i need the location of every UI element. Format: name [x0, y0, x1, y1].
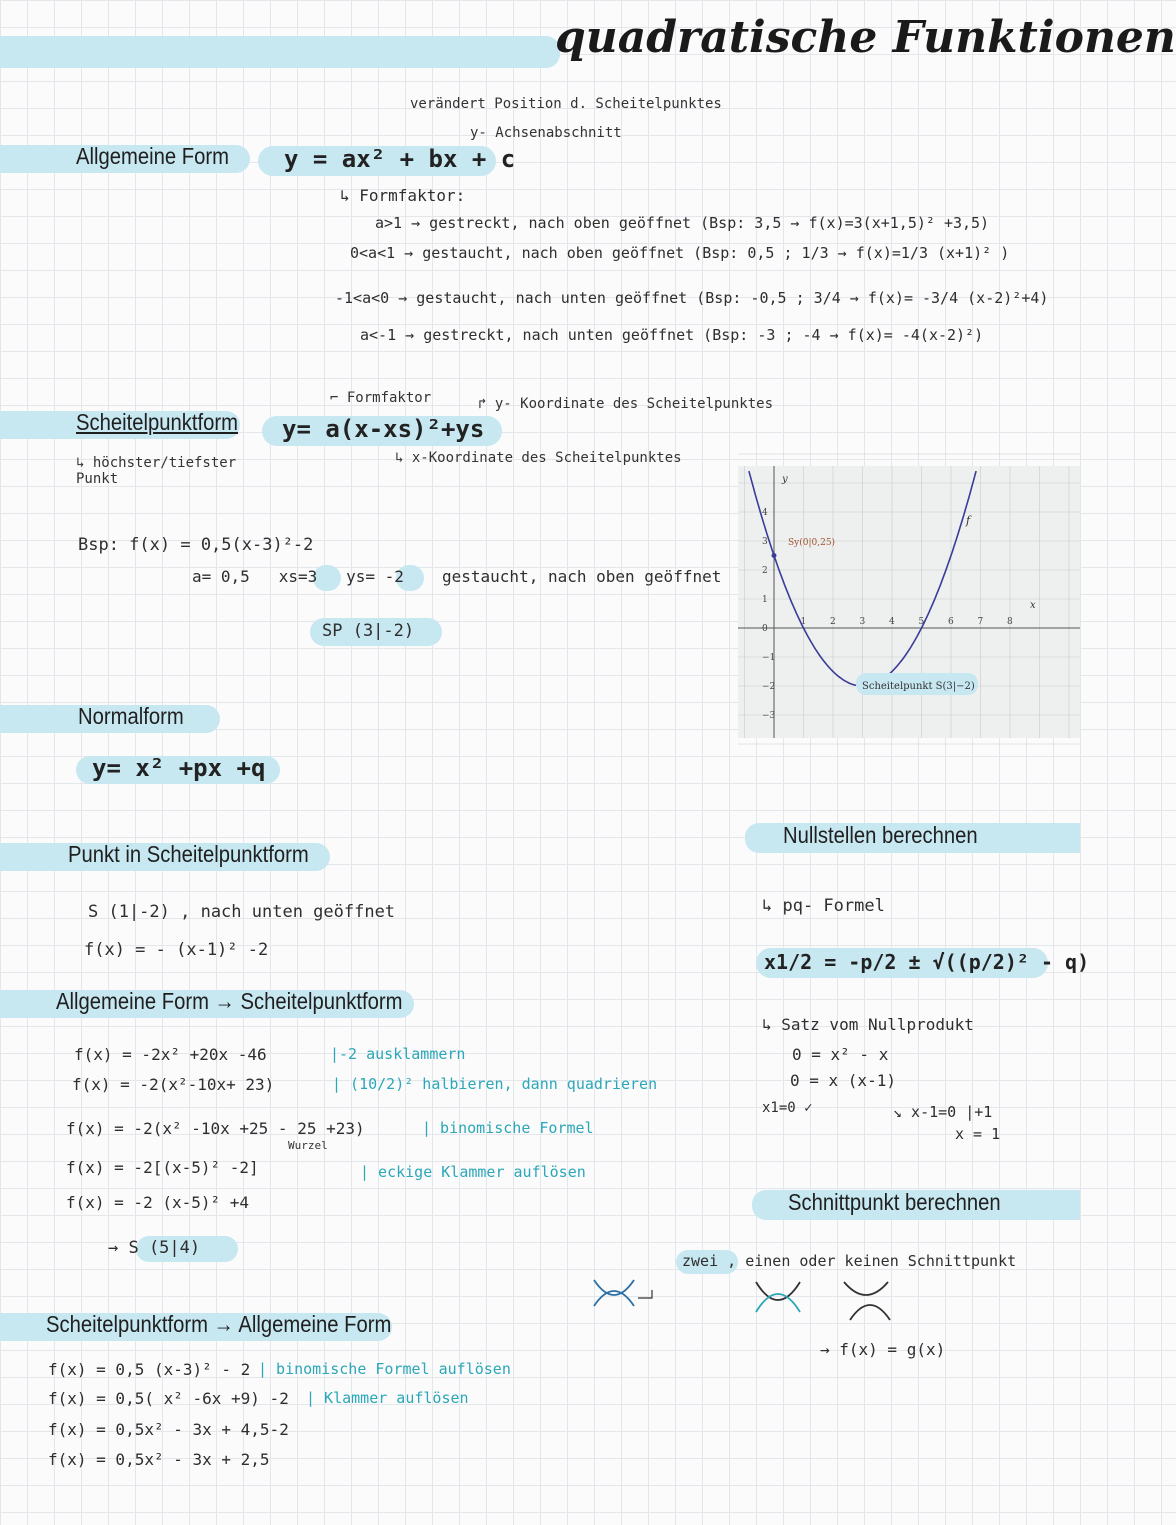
y-tick-label: 0 [762, 624, 768, 634]
y-tick-label: 1 [762, 595, 768, 605]
a2s-line5: f(x) = -2 (x-5)² +4 [66, 1193, 250, 1212]
heading-scheitelpunktform: Scheitelpunktform [76, 409, 239, 435]
heading-a2s: Allgemeine Form → Scheitelpunktform [56, 988, 403, 1014]
y-intercept-point [772, 553, 777, 558]
a2s-line3: f(x) = -2(x² -10x +25 - 25 +23) [66, 1119, 365, 1138]
a2s-note4: | eckige Klammer auflösen [360, 1163, 586, 1181]
vertex-label: Scheitelpunkt S(3|−2) [862, 681, 975, 692]
x-tick-label: 6 [948, 617, 954, 627]
case-3: -1<a<0 → gestaucht, nach unten geöffnet (Bsp: -0,5 ; 3/4 → f(x)= -3/4 (x-2)²+4) [335, 289, 1049, 307]
function-name: f [966, 514, 971, 527]
pq-formula: x1/2 = -p/2 ± √((p/2)² - q) [764, 950, 1090, 974]
x-tick-label: 5 [918, 617, 925, 627]
case-4: a<-1 → gestreckt, nach unten geöffnet (Bsp: -3 ; -4 → f(x)= -4(x-2)²) [360, 326, 984, 344]
heading-nullstellen: Nullstellen berechnen [783, 822, 978, 848]
heading-s2a: Scheitelpunktform → Allgemeine Form [46, 1311, 392, 1337]
x-tick-label: 8 [1007, 617, 1013, 627]
s2a-line1: f(x) = 0,5 (x-3)² - 2 [48, 1360, 251, 1379]
nullstellen-l4: ↘ x-1=0 |+1 [893, 1103, 993, 1121]
a2s-line4: f(x) = -2[(x-5)² -2] [66, 1158, 259, 1177]
scheitel-bsp: Bsp: f(x) = 0,5(x-3)²-2 [78, 535, 314, 555]
nullstellen-l5: x = 1 [955, 1125, 1001, 1143]
heading-punkt: Punkt in Scheitelpunktform [68, 841, 309, 867]
y-axis-name: y [782, 474, 788, 485]
case-1: a>1 → gestreckt, nach oben geöffnet (Bsp: 3,5 → f(x)=3(x+1,5)² +3,5) [375, 214, 990, 232]
s2a-note2: | Klammer auflösen [306, 1389, 469, 1407]
ann-y-koord: ↱ y- Koordinate des Scheitelpunktes [478, 396, 774, 412]
ann-x-koord: ↳ x-Koordinate des Scheitelpunktes [395, 450, 682, 466]
scheitel-params: a= 0,5 xs=3 ys= -2 [192, 567, 404, 586]
a2s-line1: f(x) = -2x² +20x -46 [74, 1045, 267, 1064]
nullstellen-l3: x1=0 ✓ [762, 1100, 813, 1116]
x-tick-label: 4 [889, 617, 895, 627]
schnitt-formula: → f(x) = g(x) [820, 1340, 946, 1359]
a2s-note1: |-2 ausklammern [330, 1045, 466, 1063]
intersection-sketch-icon [586, 1272, 906, 1332]
x-tick-label: 7 [977, 617, 984, 627]
yint-label: Sy(0|0,25) [788, 538, 836, 548]
graph-photo [738, 466, 1080, 738]
nullstellen-l1: 0 = x² - x [792, 1045, 889, 1064]
page-title: quadratische Funktionen [555, 12, 1176, 63]
schnitt-sketches [586, 1272, 906, 1336]
x-tick-label: 2 [830, 617, 836, 627]
formfaktor-label: ↳ Formfaktor: [340, 186, 466, 205]
a2s-note2: | (10/2)² halbieren, dann quadrieren [332, 1075, 658, 1093]
formula-normal: y= x² +px +q [92, 754, 266, 782]
nullstellen-l2: 0 = x (x-1) [790, 1071, 896, 1090]
nullstellen-satz: ↳ Satz vom Nullprodukt [762, 1015, 974, 1034]
a2s-note3: | binomische Formel [422, 1119, 594, 1137]
heading-allgemeine-form: Allgemeine Form [76, 143, 229, 169]
y-tick-label: −2 [762, 682, 776, 692]
s2a-line4: f(x) = 0,5x² - 3x + 2,5 [48, 1450, 270, 1469]
heading-schnitt: Schnittpunkt berechnen [788, 1189, 1001, 1215]
heading-normalform: Normalform [78, 703, 184, 729]
punkt-line2: f(x) = - (x-1)² -2 [84, 940, 269, 960]
title-highlight [0, 36, 560, 68]
y-tick-label: 4 [762, 508, 768, 518]
y-tick-label: −3 [762, 711, 776, 721]
x-tick-label: 3 [859, 617, 866, 627]
s2a-line3: f(x) = 0,5x² - 3x + 4,5-2 [48, 1420, 289, 1439]
s2a-note1: | binomische Formel auflösen [258, 1360, 511, 1378]
a2s-line2: f(x) = -2(x²-10x+ 23) [72, 1075, 275, 1094]
scheitel-sub: ↳ höchster/tiefster Punkt [76, 455, 237, 487]
nullstellen-pq: ↳ pq- Formel [762, 896, 885, 916]
s2a-line2: f(x) = 0,5( x² -6x +9) -2 [48, 1389, 289, 1408]
punkt-line1: S (1|-2) , nach unten geöffnet [88, 902, 396, 922]
annotation-yachse: y- Achsenabschnitt [470, 125, 622, 141]
x-axis-name: x [1030, 600, 1036, 611]
case-2: 0<a<1 → gestaucht, nach oben geöffnet (Bsp: 0,5 ; 1/3 → f(x)=1/3 (x+1)² ) [350, 244, 1010, 262]
scheitel-sp: SP (3|-2) [322, 621, 415, 641]
schnitt-text: zwei , einen oder keinen Schnittpunkt [682, 1252, 1017, 1270]
a2s-wurzel: Wurzel [288, 1139, 328, 1152]
y-tick-label: −1 [762, 653, 776, 663]
y-tick-label: 2 [762, 566, 768, 576]
x-tick-label: 1 [800, 617, 807, 627]
annotation-position: verändert Position d. Scheitelpunktes [410, 96, 722, 112]
ann-formfaktor: ⌐ Formfaktor [330, 390, 432, 406]
formula-allgemein: y = ax² + bx + c [284, 145, 516, 173]
y-tick-label: 3 [762, 537, 768, 547]
scheitel-desc: gestaucht, nach oben geöffnet [442, 567, 722, 586]
a2s-result: → S (5|4) [108, 1238, 201, 1258]
parabola-graph [738, 466, 1080, 738]
formula-scheitel: y= a(x-xs)²+ys [282, 415, 485, 443]
